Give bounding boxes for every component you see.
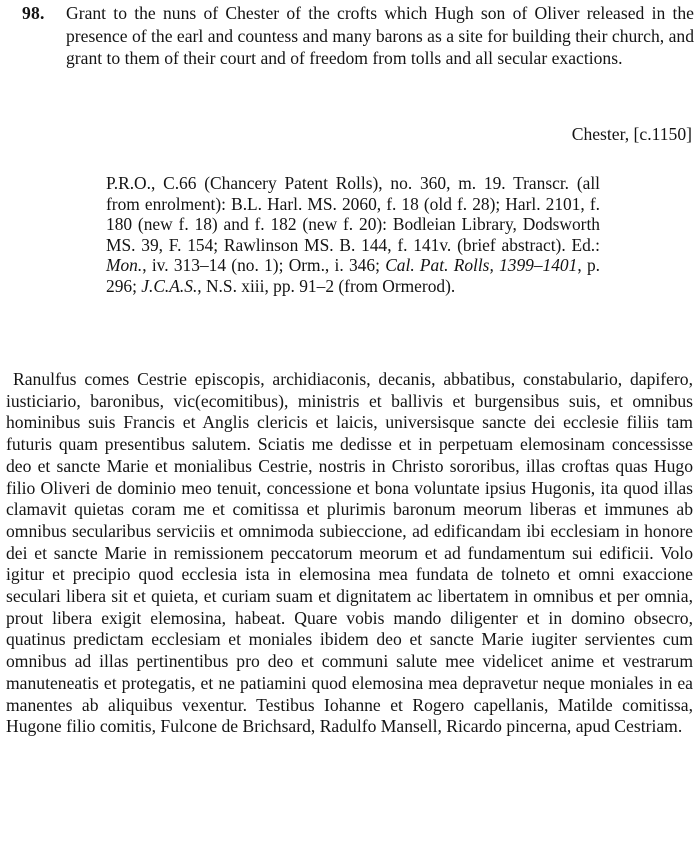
- charter-text-block: [6, 369, 693, 738]
- source-mon-italic: Mon.: [106, 255, 143, 275]
- sources-text-4: , N.S. xiii, pp. 91–2 (from Ormerod).: [197, 275, 456, 296]
- sources-note: [106, 173, 600, 296]
- place-date: Chester, [c.1150]: [571, 124, 692, 144]
- sources-text-1: P.R.O., C.66 (Chancery Patent Rolls), no. 360, m. 19. Transcr. (all from enrolment): B.L. Harl. MS. 2060, f. 18 (old f. 28); Harl. 2101, f. 180 (new f. 18) and f. 182 (new f. 20): Bodleian Library, Dodsworth MS. 39, F. 154; Rawlinson MS. B. 144, f. 141v. (brief abstract). Ed.:: [106, 173, 600, 255]
- source-jcas-italic: J.C.A.S.: [141, 275, 198, 296]
- source-cal-pat-rolls-italic: Cal. Pat. Rolls, 1399–1401: [385, 255, 578, 275]
- sources-text-3: , p. 296;: [106, 255, 600, 296]
- entry-heading: [22, 2, 694, 70]
- entry-summary: Grant to the nuns of Chester of the crofts which Hugh son of Oliver released in the presence of the earl and countess and many barons as a site for building their church, and grant to them of their court and of freedom from tolls and all secular exactions.: [66, 3, 694, 68]
- charter-text: Ranulfus comes Cestrie episcopis, archidiaconis, decanis, abbatibus, constabulario, dapifero, iusticiario, baronibus, vic(ecomitibus), ministris et ballivis et burgensibus suis, et omnibus hominibus suis Francis et Anglis clericis et laicis, universisque sancte dei ecclesie filiis tam futuris quam presentibus salutem. Sciatis me dedisse et in perpetuam elemosinam concessisse deo et sancte Marie et monialibus Cestrie, nostris in Christo sororibus, illas croftas quas Hugo filio Oliveri de dominio meo tenuit, concessione et bona voluntate ipsius Hugonis, ita quod illas clamavit quietas coram me et comitissa et plurimis baronum meorum liberas et immunes ab omnibus secularibus serviciis et omnimoda subieccione, ad edificandam ibi ecclesiam in honore dei et sancte Marie in remissionem peccatorum meorum et ad fundamentum sui edificii. Volo igitur et precipio quod ecclesia ista in elemosina mea fundata de tolneto et omni exaccione seculari libera sit et quieta, et curiam suam et dignitatem ac libertatem in omnibus et per omnia, prout libera exigit elemosina, habeat. Quare vobis mando diligenter et in domino obsecro, quatinus predictam ecclesiam et moniales ibidem deo et sancte Marie iugiter servientes cum omnibus ad illas pertinentibus pro deo et communi salute mee videlicet anime et vestrarum manuteneatis et protegatis, et ne patiamini quod elemosina mea depravetur neque moniales in ea manentes ab aliquibus vexentur. Testibus Iohanne et Rogero capellanis, Matilde comitissa, Hugone filio comitis, Fulcone de Brichsard, Radulfo Mansell, Ricardo pincerna, apud Cestriam.: [6, 369, 693, 737]
- sources-text-2: , iv. 313–14 (no. 1); Orm., i. 346;: [142, 255, 386, 275]
- entry-number: 98.: [22, 3, 45, 23]
